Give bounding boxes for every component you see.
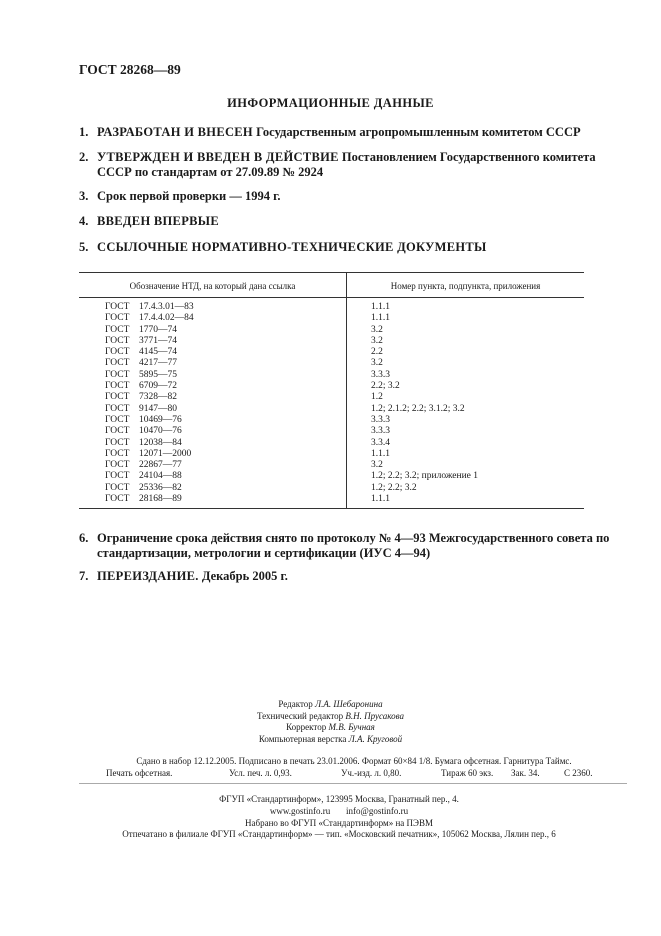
table-header-clause: Номер пункта, подпункта, приложения <box>390 281 541 291</box>
table-header-rule <box>79 297 584 298</box>
row-standard-code: 9147—80 <box>139 403 177 414</box>
row-clause-ref: 2.2; 3.2 <box>371 381 400 392</box>
row-standard-prefix: ГОСТ <box>105 403 130 414</box>
info-item-6 <box>79 531 627 561</box>
publisher-footer <box>79 794 599 841</box>
row-standard-prefix: ГОСТ <box>105 324 130 335</box>
row-clause-ref: 1.1.1 <box>371 448 390 459</box>
footer-divider <box>79 783 627 784</box>
row-standard-prefix: ГОСТ <box>105 471 130 482</box>
table-row <box>79 336 584 347</box>
row-standard-prefix: ГОСТ <box>105 335 130 346</box>
info-item-5 <box>79 240 627 255</box>
row-standard-code: 10469—76 <box>139 414 182 425</box>
row-standard-prefix: ГОСТ <box>105 414 130 425</box>
item-text: Декабрь 2005 г. <box>198 569 288 583</box>
row-clause-ref: 1.2; 2.2; 3.2; приложение 1 <box>371 471 479 482</box>
credit-editor <box>0 699 661 711</box>
credit-layout <box>0 734 661 746</box>
references-table <box>79 272 584 508</box>
footer-web: www.gostinfo.ru info@gostinfo.ru <box>269 805 409 816</box>
table-row <box>79 449 584 460</box>
table-row <box>79 426 584 437</box>
order-number: Зак. 34. <box>511 767 540 778</box>
item-number: 6. <box>79 531 89 545</box>
credit-role: Технический редактор <box>256 710 344 721</box>
item-caps: РАЗРАБОТАН И ВНЕСЕН <box>97 125 253 139</box>
table-row <box>79 415 584 426</box>
credit-name: Л.А. Круговой <box>348 733 403 744</box>
row-clause-ref: 1.2; 2.2; 3.2 <box>371 482 417 493</box>
item-caps: ССЫЛОЧНЫЕ НОРМАТИВНО-ТЕХНИЧЕСКИЕ ДОКУМЕНТЫ <box>97 240 487 254</box>
table-row <box>79 438 584 449</box>
item-text: Срок первой проверки — 1994 г. <box>97 189 281 203</box>
item-text: Государственным агропромышленным комитетом СССР <box>252 125 581 139</box>
row-standard-code: 17.4.4.02—84 <box>139 313 194 324</box>
table-row <box>79 392 584 403</box>
row-clause-ref: 1.2 <box>371 392 383 403</box>
credit-role: Корректор <box>286 722 327 732</box>
row-clause-ref: 3.3.3 <box>371 414 390 425</box>
row-standard-code: 22867—77 <box>139 460 182 471</box>
credit-role: Редактор <box>278 699 313 709</box>
document-code: ГОСТ 28268—89 <box>79 62 181 77</box>
row-standard-code: 25336—82 <box>139 482 182 493</box>
item-number: 7. <box>79 569 89 583</box>
row-standard-prefix: ГОСТ <box>105 369 130 380</box>
row-standard-prefix: ГОСТ <box>105 460 130 471</box>
row-clause-ref: 3.2 <box>371 358 383 369</box>
row-standard-prefix: ГОСТ <box>105 392 130 403</box>
table-row <box>79 347 584 358</box>
footer-address: ФГУП «Стандартинформ», 123995 Москва, Гранатный пер., 4. <box>219 794 459 804</box>
item-caps: ВВЕДЕН ВПЕРВЫЕ <box>97 214 219 228</box>
info-item-4 <box>79 214 627 229</box>
row-standard-code: 12038—84 <box>139 437 182 448</box>
row-standard-code: 24104—88 <box>139 471 182 482</box>
row-standard-prefix: ГОСТ <box>105 448 130 459</box>
item-text: Постановлением Государственного комитета СССР по стандартам от 27.09.89 № 2924 <box>97 150 596 179</box>
row-standard-code: 7328—82 <box>139 392 177 403</box>
info-item-1 <box>79 125 627 140</box>
item-caps: ПЕРЕИЗДАНИЕ. <box>97 569 199 583</box>
item-caps: УТВЕРЖДЕН И ВВЕДЕН В ДЕЙСТВИЕ <box>97 150 339 164</box>
row-clause-ref: 3.2 <box>371 460 383 471</box>
table-row <box>79 460 584 471</box>
table-top-rule <box>79 272 584 273</box>
item-number: 3. <box>79 189 89 203</box>
row-standard-prefix: ГОСТ <box>105 437 130 448</box>
print-type: Печать офсетная. <box>106 767 173 778</box>
row-standard-code: 6709—72 <box>139 381 177 392</box>
row-standard-prefix: ГОСТ <box>105 494 130 505</box>
row-clause-ref: 3.3.3 <box>371 369 390 380</box>
row-clause-ref: 1.1.1 <box>371 494 390 505</box>
row-standard-prefix: ГОСТ <box>105 482 130 493</box>
footer-printed: Отпечатано в филиале ФГУП «Стандартинформ» — тип. «Московский печатник», 105062 Москва, Лялин пер., 6 <box>122 829 556 840</box>
table-row <box>79 313 584 324</box>
row-standard-code: 4145—74 <box>139 347 177 358</box>
row-standard-code: 10470—76 <box>139 426 182 437</box>
credit-corrector <box>0 722 661 734</box>
row-standard-prefix: ГОСТ <box>105 426 130 437</box>
credit-role: Компьютерная верстка <box>258 733 347 744</box>
row-clause-ref: 2.2 <box>371 347 383 358</box>
table-row <box>79 483 584 494</box>
item-number: 5. <box>79 240 89 254</box>
table-row <box>79 370 584 381</box>
code-number: С 2360. <box>564 767 593 778</box>
credits-block <box>0 699 661 745</box>
row-standard-code: 17.4.3.01—83 <box>139 302 194 312</box>
row-clause-ref: 3.2 <box>371 324 383 335</box>
item-number: 4. <box>79 214 89 228</box>
row-clause-ref: 1.2; 2.1.2; 2.2; 3.1.2; 3.2 <box>371 403 465 414</box>
table-row <box>79 404 584 415</box>
print-sheets: Усл. печ. л. 0,93. <box>229 767 292 778</box>
row-clause-ref: 3.3.4 <box>371 437 390 448</box>
row-standard-code: 5895—75 <box>139 369 177 380</box>
publisher-sheets: Уч.-изд. л. 0,80. <box>341 767 402 778</box>
credit-name: Л.А. Шебаронина <box>315 699 383 709</box>
row-standard-prefix: ГОСТ <box>105 381 130 392</box>
info-item-2 <box>79 150 627 180</box>
print-run: Тираж 60 экз. <box>441 767 494 778</box>
table-row <box>79 325 584 336</box>
row-standard-code: 1770—74 <box>139 324 177 335</box>
credit-name: М.В. Бучная <box>328 722 375 732</box>
item-number: 2. <box>79 150 89 164</box>
info-item-7 <box>79 569 627 584</box>
row-clause-ref: 1.1.1 <box>371 313 390 324</box>
table-row <box>79 494 584 505</box>
table-row <box>79 302 584 313</box>
info-item-3 <box>79 189 627 204</box>
row-standard-prefix: ГОСТ <box>105 358 130 369</box>
publication-info <box>79 756 629 779</box>
row-standard-code: 28168—89 <box>139 494 182 505</box>
item-text: Ограничение срока действия снято по протоколу № 4—93 Межгосударственного совета по стандартизации, метрологии и сертификации (ИУС 4—94) <box>97 531 610 560</box>
table-row <box>79 381 584 392</box>
row-clause-ref: 3.3.3 <box>371 426 390 437</box>
table-row <box>79 358 584 369</box>
credit-name: В.Н. Прусакова <box>345 710 405 721</box>
table-body <box>79 302 584 505</box>
page-title: ИНФОРМАЦИОННЫЕ ДАННЫЕ <box>227 96 434 110</box>
publication-line-2 <box>79 768 629 780</box>
table-bottom-rule <box>79 508 584 509</box>
row-clause-ref: 1.1.1 <box>371 302 390 312</box>
row-standard-prefix: ГОСТ <box>105 313 130 324</box>
row-standard-code: 4217—77 <box>139 358 177 369</box>
credit-tech-editor <box>0 711 661 723</box>
row-standard-code: 12071—2000 <box>139 448 192 459</box>
item-number: 1. <box>79 125 89 139</box>
table-header-designation: Обозначение НТД, на который дана ссылка <box>129 281 296 291</box>
publication-line-1: Сдано в набор 12.12.2005. Подписано в печать 23.01.2006. Формат 60×84 1/8. Бумага офсетная. Гарнитура Таймс. <box>136 756 572 766</box>
row-standard-prefix: ГОСТ <box>105 302 130 312</box>
row-standard-code: 3771—74 <box>139 335 177 346</box>
table-row <box>79 471 584 482</box>
footer-typeset: Набрано во ФГУП «Стандартинформ» на ПЭВМ <box>245 817 433 828</box>
row-clause-ref: 3.2 <box>371 335 383 346</box>
row-standard-prefix: ГОСТ <box>105 347 130 358</box>
